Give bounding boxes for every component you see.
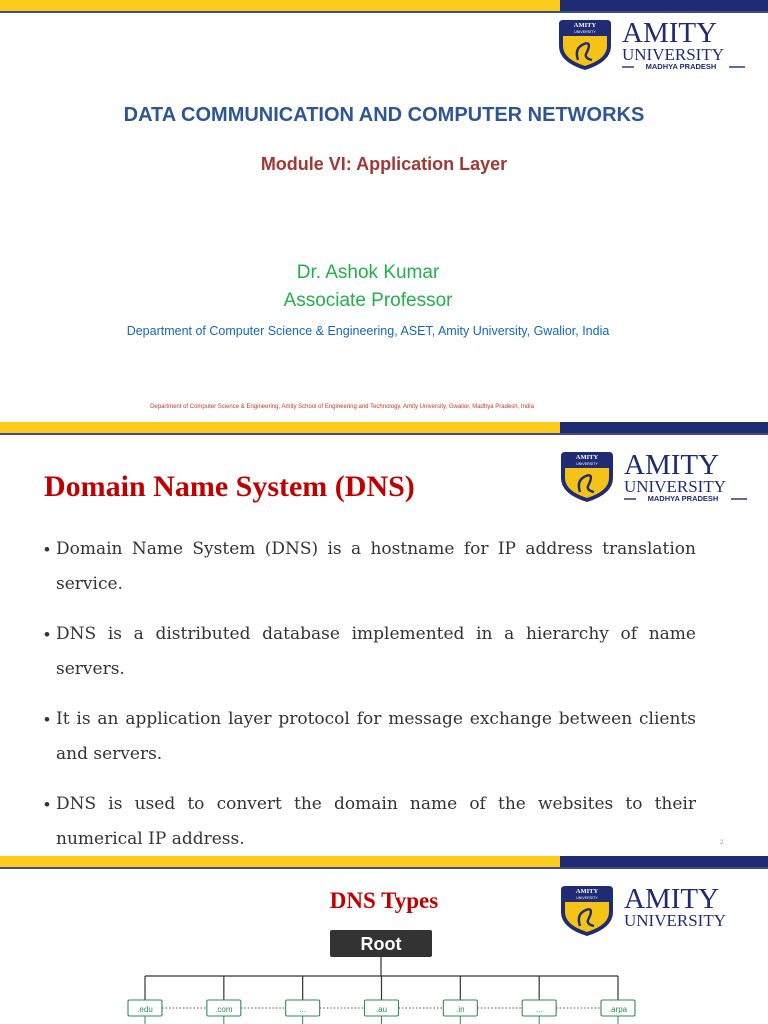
bullet-icon: • bbox=[44, 625, 50, 644]
domain-label: .arpa bbox=[608, 1005, 628, 1014]
bullet-item bbox=[44, 532, 696, 602]
bullet-item bbox=[44, 787, 696, 857]
bullet-icon: • bbox=[44, 795, 50, 814]
crest-sub-text: UNIVERSITY bbox=[574, 30, 596, 34]
logo-region-text: MADHYA PRADESH bbox=[647, 494, 719, 503]
crest-text: AMITY bbox=[575, 888, 599, 895]
author-department: Department of Computer Science & Engineering, ASET, Amity University, Gwalior, India bbox=[126, 324, 610, 338]
amity-logo bbox=[556, 16, 750, 72]
logo-region-text: MADHYA PRADESH bbox=[645, 62, 717, 71]
slide-heading: Domain Name System (DNS) bbox=[44, 470, 415, 503]
logo-university-text: UNIVERSITY bbox=[624, 911, 726, 930]
logo-university-text: UNIVERSITY bbox=[622, 45, 724, 64]
logo-university-text: UNIVERSITY bbox=[624, 477, 726, 496]
domain-nodes bbox=[128, 976, 635, 1024]
domain-label: ... bbox=[299, 1005, 307, 1014]
bullet-text: DNS is used to convert the domain name of the websites to their numerical IP address. bbox=[56, 794, 696, 849]
dns-hierarchy-diagram bbox=[110, 930, 658, 1024]
bullet-list bbox=[44, 532, 696, 872]
top-accent-bar bbox=[0, 0, 768, 11]
top-accent-bar bbox=[0, 856, 768, 867]
top-accent-line bbox=[0, 433, 768, 435]
root-label: Root bbox=[360, 934, 402, 954]
page-number: 2 bbox=[720, 840, 724, 846]
top-accent-line bbox=[0, 11, 768, 13]
logo-amity-text: AMITY bbox=[624, 449, 720, 481]
crest-sub-text: UNIVERSITY bbox=[576, 462, 598, 466]
domain-label: .edu bbox=[137, 1005, 153, 1014]
domain-label: .au bbox=[375, 1005, 388, 1014]
bullet-text: Domain Name System (DNS) is a hostname for IP address translation service. bbox=[56, 539, 696, 594]
crest-text: AMITY bbox=[573, 22, 597, 29]
top-accent-navy bbox=[560, 856, 768, 867]
course-title: DATA COMMUNICATION AND COMPUTER NETWORKS bbox=[123, 104, 645, 126]
top-accent-navy bbox=[560, 422, 768, 433]
top-accent-line bbox=[0, 867, 768, 869]
author-name: Dr. Ashok Kumar bbox=[296, 262, 440, 283]
top-accent-bar bbox=[0, 422, 768, 433]
author-role: Associate Professor bbox=[283, 290, 453, 311]
slide-heading: DNS Types bbox=[329, 888, 439, 913]
domain-label: .in bbox=[456, 1005, 465, 1014]
bullet-item bbox=[44, 617, 696, 687]
domain-label: .com bbox=[215, 1005, 233, 1014]
slide-footer: Department of Computer Science & Engineering, Amity School of Engineering and Technology, Amity University, Gwalior, Madhya Pradesh, India bbox=[150, 404, 534, 410]
crest-sub-text: UNIVERSITY bbox=[576, 896, 598, 900]
bullet-text: DNS is a distributed database implemented in a hierarchy of name servers. bbox=[56, 624, 696, 679]
bullet-item bbox=[44, 702, 696, 772]
module-title: Module VI: Application Layer bbox=[260, 154, 508, 174]
top-accent-navy bbox=[560, 0, 768, 11]
logo-amity-text: AMITY bbox=[624, 883, 720, 915]
slide-dns-types bbox=[0, 856, 768, 1024]
logo-amity-text: AMITY bbox=[622, 17, 718, 49]
crest-text: AMITY bbox=[575, 454, 599, 461]
bullet-icon: • bbox=[44, 710, 50, 729]
amity-logo bbox=[558, 448, 752, 504]
bullet-text: It is an application layer protocol for message exchange between clients and servers. bbox=[56, 709, 696, 764]
bullet-icon: • bbox=[44, 540, 50, 559]
slide-title bbox=[0, 0, 768, 422]
domain-label: ... bbox=[535, 1005, 543, 1014]
slide-dns-intro bbox=[0, 422, 768, 856]
